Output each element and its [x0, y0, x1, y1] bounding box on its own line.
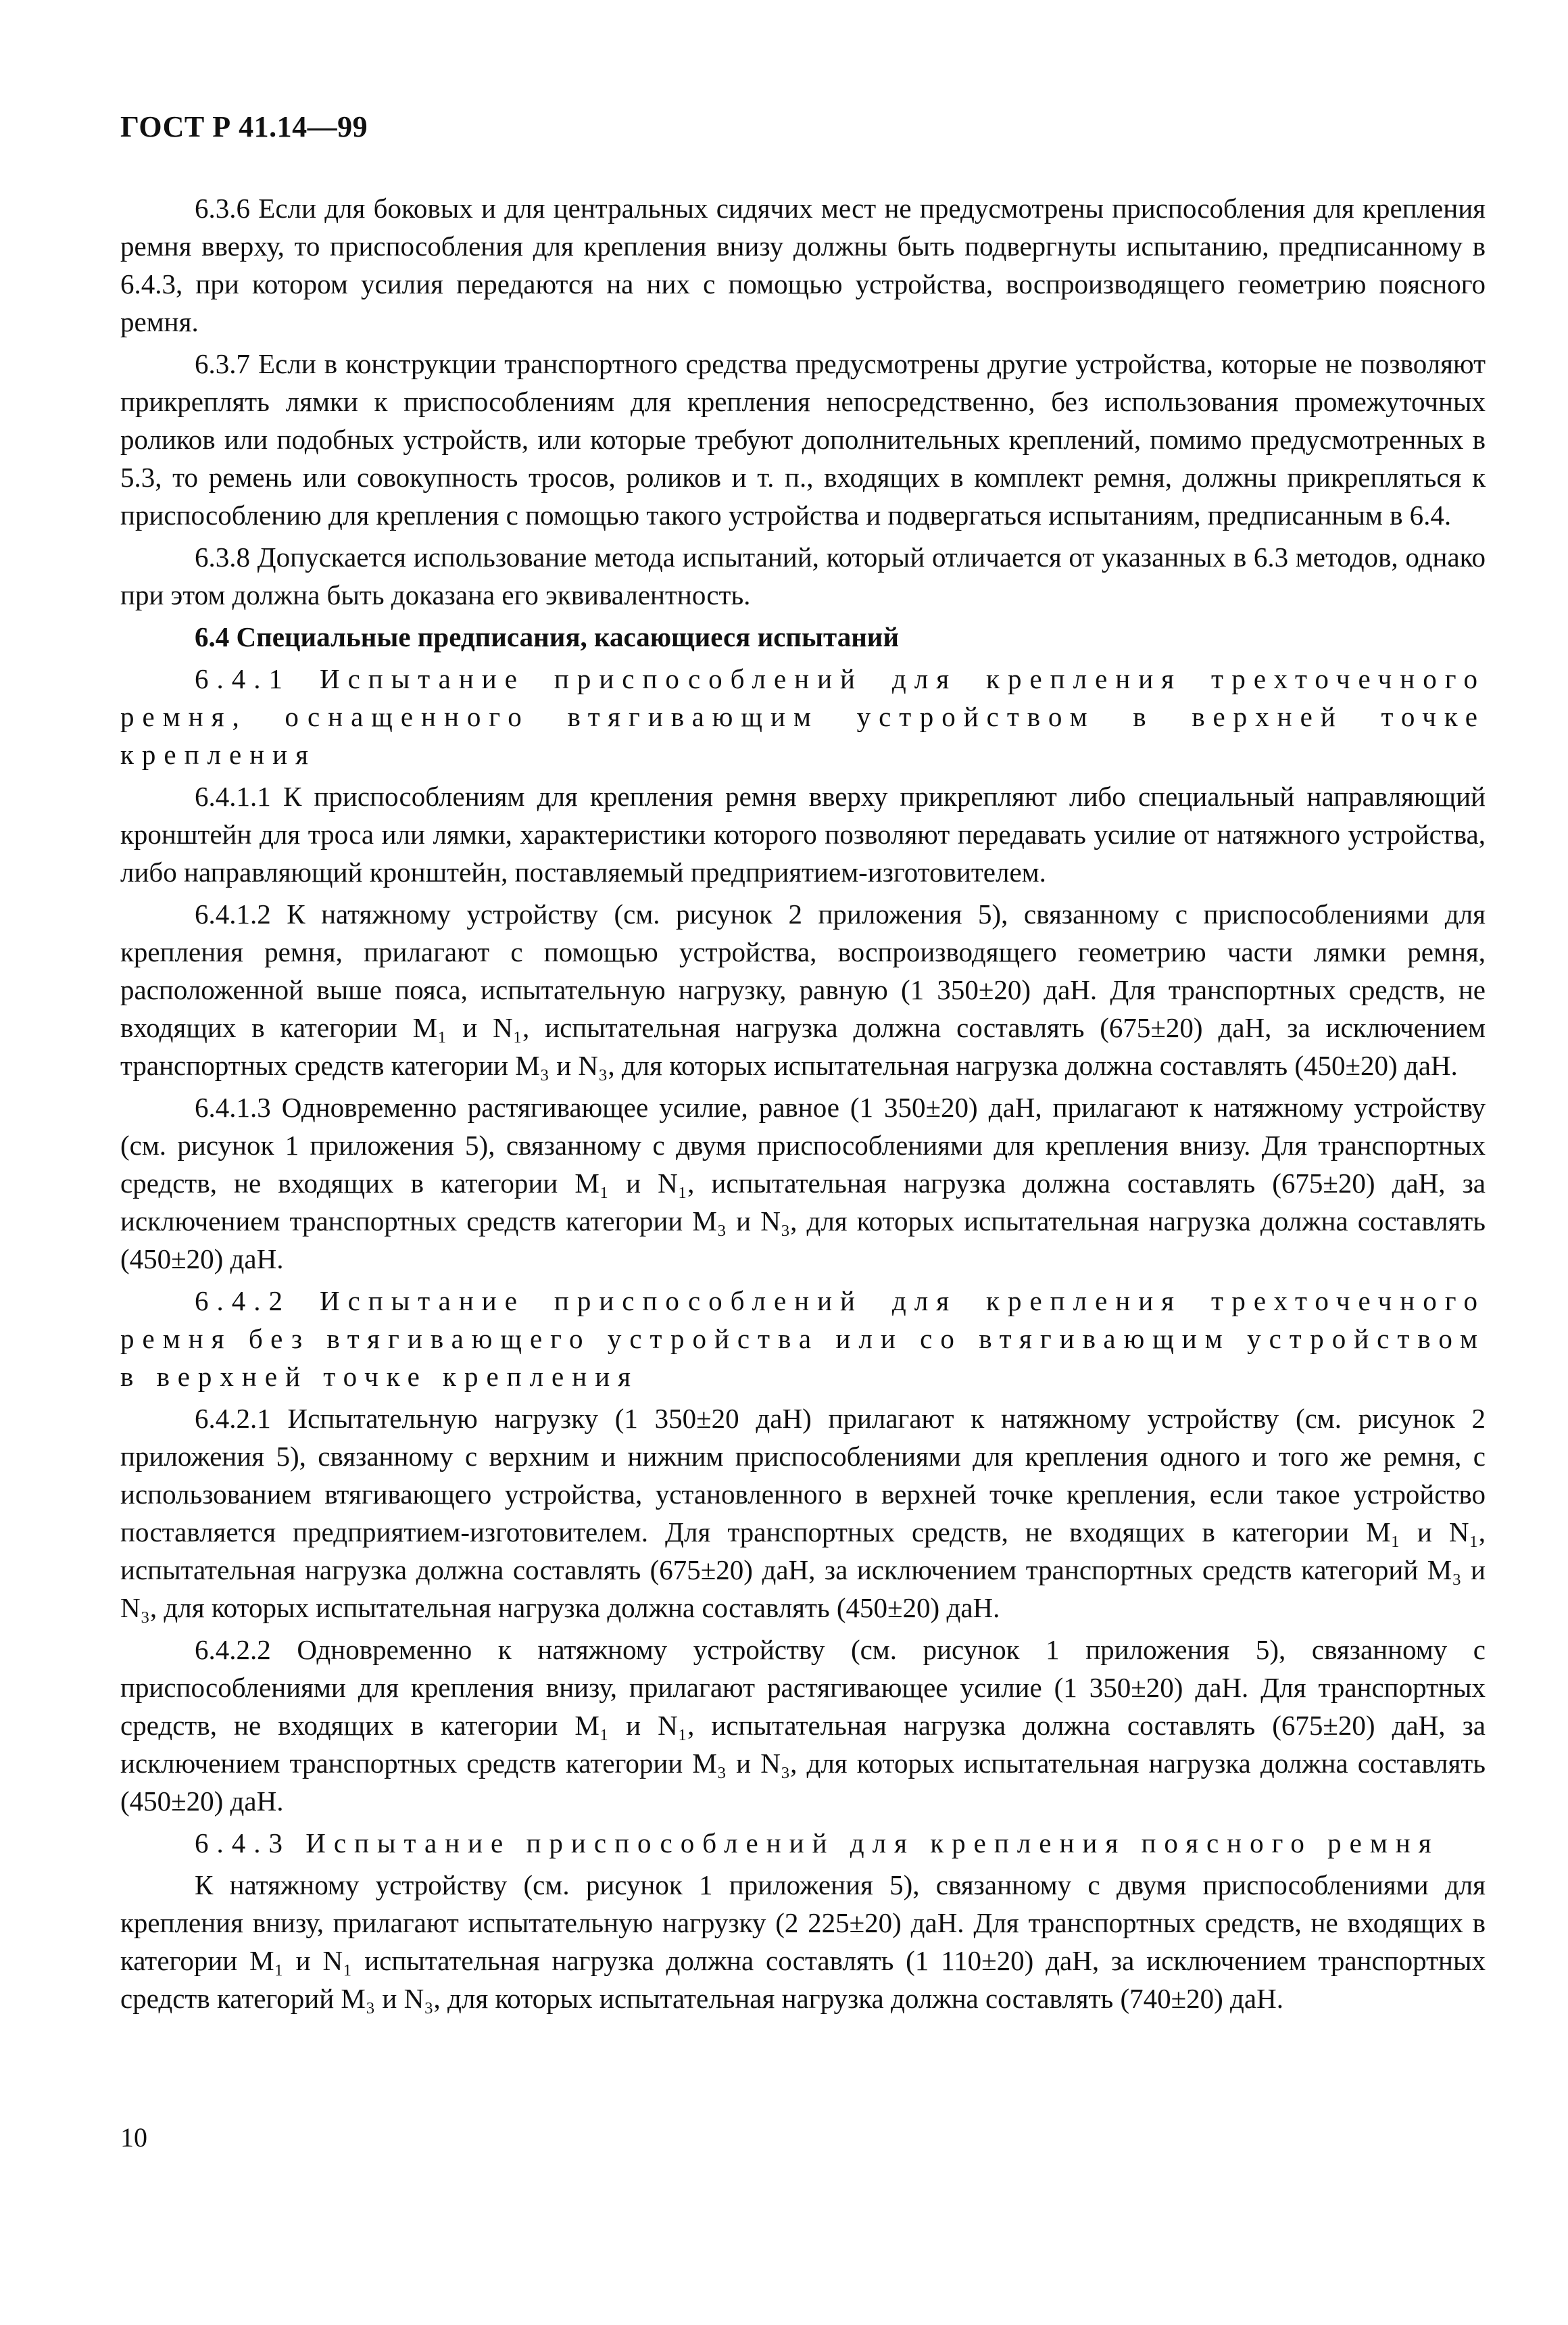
document-body	[120, 189, 1486, 2021]
paragraph-6-4-3-body: К натяжному устройству (см. рисунок 1 приложения 5), связанному с двумя приспособлениями для крепления внизу, прилагают испытательную нагрузку (2 225±20) даН. Для транспортных средств, не входящих в категории M₁ и N₁ испытательная нагрузка должна составлять (1 110±20) даН, за исключением транспортных средств категорий M₃ и N₃, для которых испытательная нагрузка должна составлять (740±20) даН.	[120, 1869, 1486, 2014]
subsection-heading-6-4-2: 6.4.2 Испытание приспособлений для крепления трехточечного ремня без втягивающего устройства или со втягивающим устройством в верхней точке крепления	[120, 1285, 1486, 1392]
standard-header: ГОСТ Р 41.14—99	[120, 110, 368, 143]
subsection-heading-6-4-1: 6.4.1 Испытание приспособлений для крепления трехточечного ремня, оснащенного втягивающим устройством в верхней точке крепления	[120, 663, 1486, 770]
paragraph-6-3-6: 6.3.6 Если для боковых и для центральных сидячих мест не предусмотрены приспособления для крепления ремня вверху, то приспособления для крепления внизу должны быть подвергнуты испытанию, предписанному в 6.4.3, при котором усилия передаются на них с помощью устройства, воспроизводящего геометрию поясного ремня.	[120, 193, 1486, 337]
page-number: 10	[120, 2122, 147, 2153]
paragraph-6-3-8: 6.3.8 Допускается использование метода испытаний, который отличается от указанных в 6.3 методов, однако при этом должна быть доказана его эквивалентность.	[120, 542, 1486, 610]
paragraph-6-3-7: 6.3.7 Если в конструкции транспортного средства предусмотрены другие устройства, которые не позволяют прикреплять лямки к приспособлениям для крепления непосредственно, без использования промежуточных роликов или подобных устройств, или которые требуют дополнительных креплений, помимо предусмотренных в 5.3, то ремень или совокупность тросов, роликов и т. п., входящих в комплект ремня, должны прикрепляться к приспособлению для крепления с помощью такого устройства и подвергаться испытаниям, предписанным в 6.4.	[120, 348, 1486, 531]
paragraph-6-4-2-1: 6.4.2.1 Испытательную нагрузку (1 350±20 даН) прилагают к натяжному устройству (см. рисунок 2 приложения 5), связанному с верхним и нижним приспособлениями для крепления одного и того же ремня, с использованием втягивающего устройства, установленного в верхней точке крепления, если такое устройство поставляется предприятием-изготовителем. Для транспортных средств, не входящих в категории M₁ и N₁, испытательная нагрузка должна составлять (675±20) даН, за исключением транспортных средств категорий M₃ и N₃, для которых испытательная нагрузка должна составлять (450±20) даН.	[120, 1403, 1486, 1623]
paragraph-6-4-1-1: 6.4.1.1 К приспособлениям для крепления ремня вверху прикрепляют либо специальный направляющий кронштейн для троса или лямки, характеристики которого позволяют передавать усилие от натяжного устройства, либо направляющий кронштейн, поставляемый предприятием-изготовителем.	[120, 781, 1486, 888]
paragraph-6-4-2-2: 6.4.2.2 Одновременно к натяжному устройству (см. рисунок 1 приложения 5), связанному с приспособлениями для крепления внизу, прилагают растягивающее усилие (1 350±20) даН. Для транспортных средств, не входящих в категории M₁ и N₁, испытательная нагрузка должна составлять (675±20) даН, за исключением транспортных средств категории M₃ и N₃, для которых испытательная нагрузка должна составлять (450±20) даН.	[120, 1634, 1486, 1817]
paragraph-6-4-1-2: 6.4.1.2 К натяжному устройству (см. рисунок 2 приложения 5), связанному с приспособлениями для крепления ремня, прилагают с помощью устройства, воспроизводящего геометрию части лямки ремня, расположенной выше пояса, испытательную нагрузку, равную (1 350±20) даН. Для транспортных средств, не входящих в категории M₁ и N₁, испытательная нагрузка должна составлять (675±20) даН, за исключением транспортных средств категории M₃ и N₃, для которых испытательная нагрузка должна составлять (450±20) даН.	[120, 898, 1486, 1081]
paragraph-6-4-1-3: 6.4.1.3 Одновременно растягивающее усилие, равное (1 350±20) даН, прилагают к натяжному устройству (см. рисунок 1 приложения 5), связанному с двумя приспособлениями для крепления внизу. Для транспортных средств, не входящих в категории M₁ и N₁, испытательная нагрузка должна составлять (675±20) даН, за исключением транспортных средств категории M₃ и N₃, для которых испытательная нагрузка должна составлять (450±20) даН.	[120, 1092, 1486, 1274]
subsection-heading-6-4-3: 6.4.3 Испытание приспособлений для крепления поясного ремня	[195, 1827, 1440, 1859]
section-heading-6-4: 6.4 Специальные предписания, касающиеся испытаний	[195, 621, 900, 652]
